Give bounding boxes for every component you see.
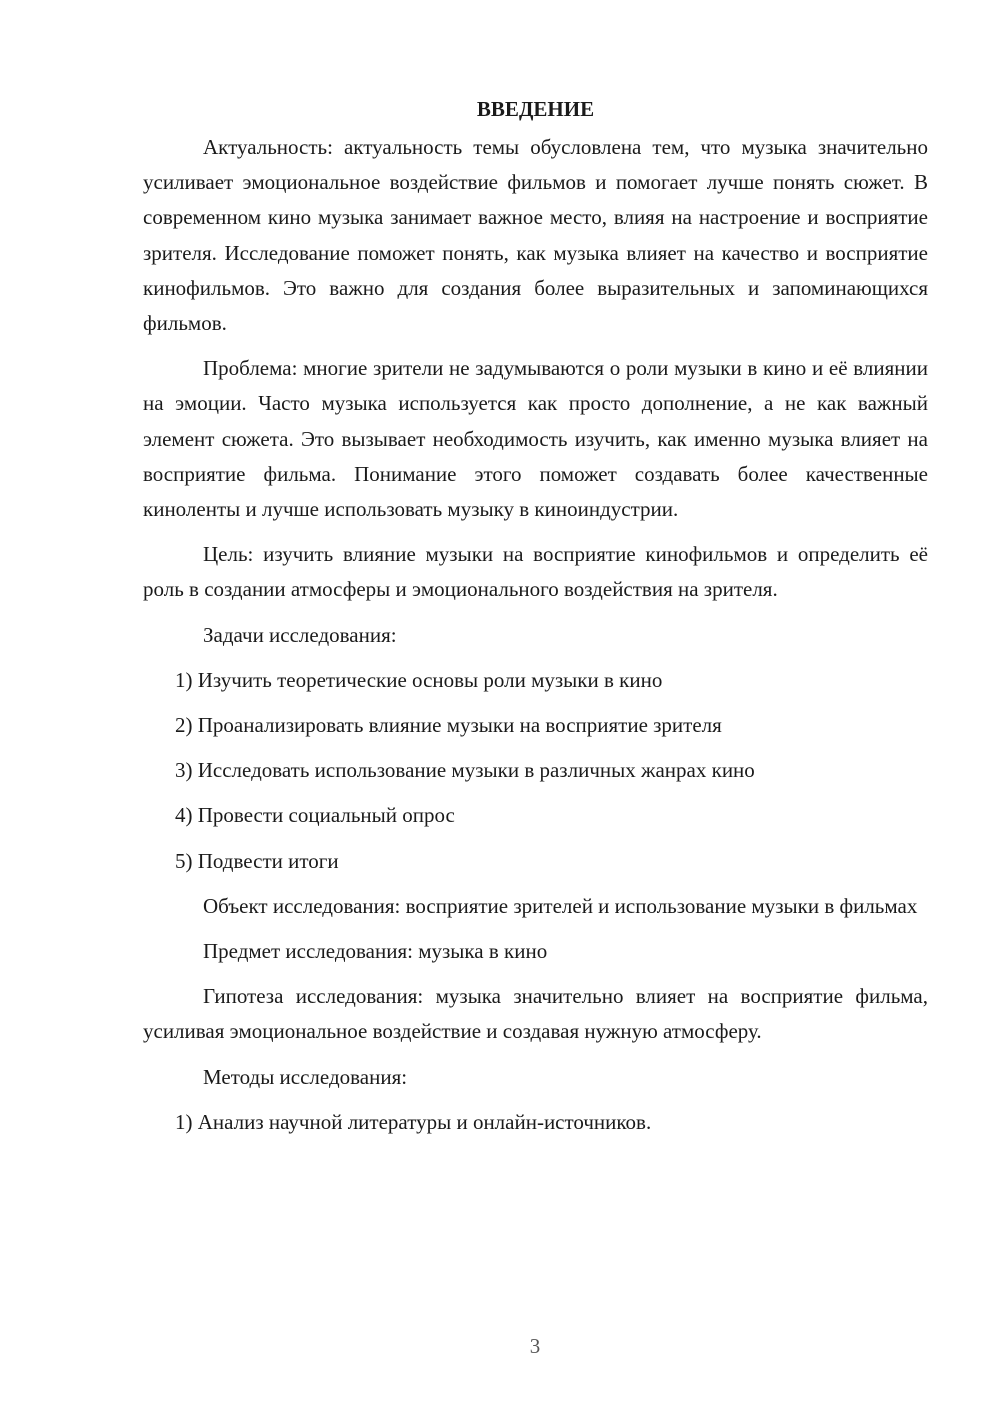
task-item: 1) Изучить теоретические основы роли музыки в кино: [175, 667, 663, 692]
task-item: 2) Проанализировать влияние музыки на восприятие зрителя: [175, 713, 722, 738]
task-item: 4) Провести социальный опрос: [175, 803, 455, 828]
tasks-title: Задачи исследования:: [203, 622, 397, 647]
methods-title: Методы исследования:: [203, 1064, 408, 1089]
object-paragraph: Объект исследования: восприятие зрителей и использование музыки в фильмах: [203, 893, 918, 918]
page-number: 3: [529, 1334, 541, 1358]
section-heading: ВВЕДЕНИЕ: [476, 97, 595, 121]
page-content: [143, 92, 928, 1150]
method-item: 1) Анализ научной литературы и онлайн-источников.: [175, 1109, 652, 1134]
hypothesis-paragraph: Гипотеза исследования: музыка значительно влияет на восприятие фильма, усиливая эмоциональное воздействие и создавая нужную атмосферу.: [143, 984, 928, 1044]
task-item: 5) Подвести итоги: [175, 848, 339, 873]
subject-paragraph: Предмет исследования: музыка в кино: [203, 939, 548, 964]
relevance-paragraph: Актуальность: актуальность темы обусловлена тем, что музыка значительно усиливает эмоциональное воздействие фильмов и помогает лучше понять сюжет. В современном кино музыка занимает важное место, влияя на настроение и восприятие зрителя. Исследование поможет понять, как музыка влияет на качество и восприятие кинофильмов. Это важно для создания более выразительных и запоминающихся фильмов.: [143, 135, 928, 336]
problem-paragraph: Проблема: многие зрители не задумываются о роли музыки в кино и её влиянии на эмоции. Часто музыка используется как просто дополнение, а не как важный элемент сюжета. Это вызывает необходимость изучить, как именно музыка влияет на восприятие фильма. Понимание этого поможет создавать более качественные киноленты и лучше использовать музыку в киноиндустрии.: [143, 356, 928, 522]
task-item: 3) Исследовать использование музыки в различных жанрах кино: [175, 758, 755, 783]
goal-paragraph: Цель: изучить влияние музыки на восприятие кинофильмов и определить её роль в создании атмосферы и эмоционального воздействия на зрителя.: [143, 542, 928, 602]
